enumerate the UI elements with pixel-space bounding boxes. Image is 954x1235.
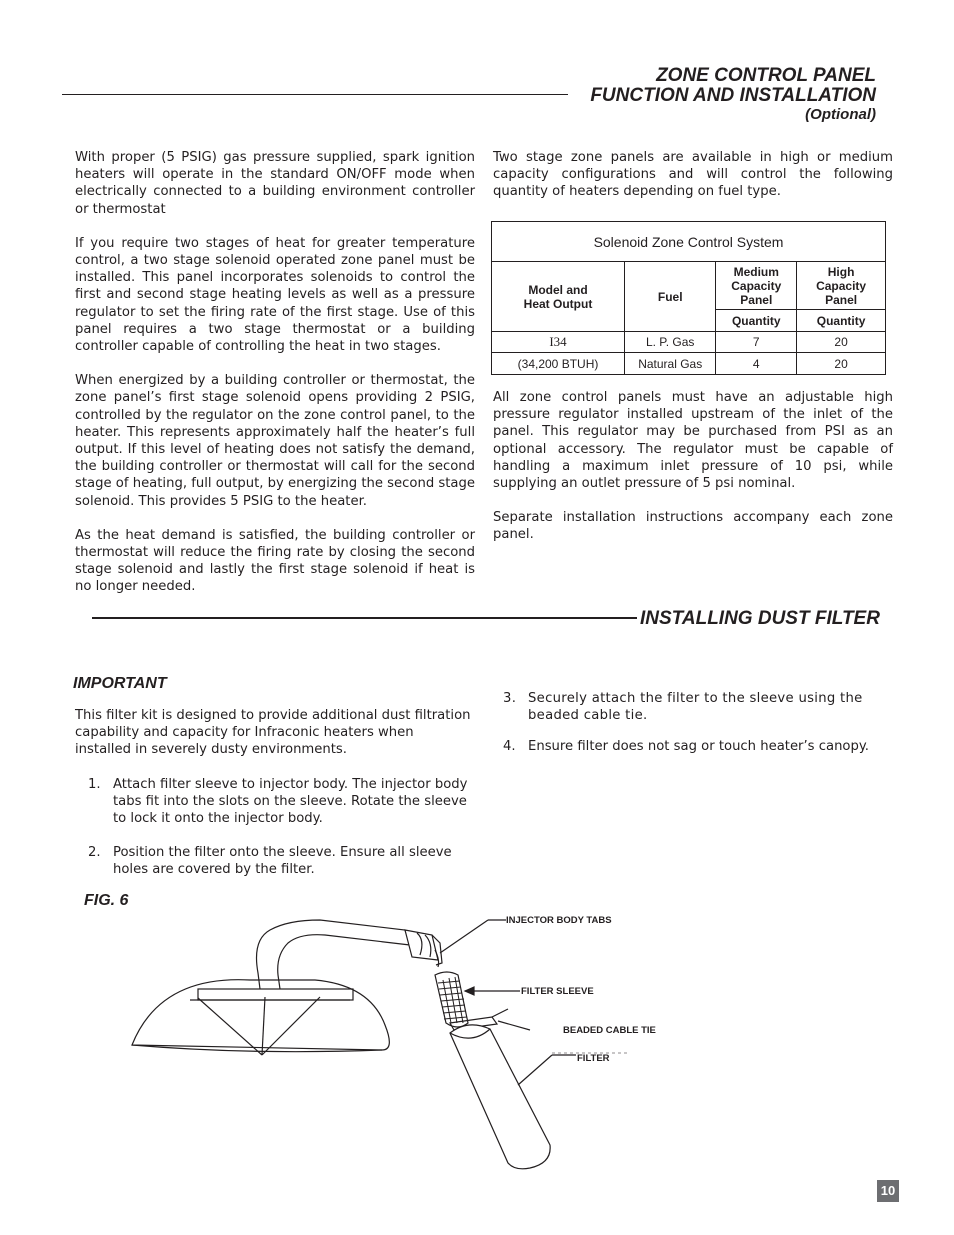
label-beaded-cable-tie: BEADED CABLE TIE — [563, 1025, 656, 1036]
step-text: Securely attach the filter to the sleeve using the beaded cable tie. — [528, 691, 863, 724]
table-title: Solenoid Zone Control System — [492, 222, 886, 262]
page-number: 10 — [877, 1180, 899, 1202]
table-header-fuel: Fuel — [625, 262, 716, 332]
list-item — [490, 738, 890, 755]
label-injector-body-tabs: INJECTOR BODY TABS — [506, 915, 612, 926]
table-cell-fuel: L. P. Gas — [625, 332, 716, 353]
header-rule — [62, 94, 568, 95]
figure-caption: FIG. 6 — [84, 892, 129, 909]
right-column-body — [493, 389, 893, 544]
section-title-line2: FUNCTION AND INSTALLATION — [590, 85, 876, 106]
label-filter-sleeve: FILTER SLEEVE — [521, 986, 594, 997]
table-subheader-medium: Quantity — [716, 310, 797, 332]
paragraph: If you require two stages of heat for greater temperature control, a two stage solenoid operated zone panel must be installed. This panel incorporates solenoids to control the first and second stage heating levels as well as a pressure regulator to set the firing rate of the first stage. Use of this panel requires a two stage thermostat or a building controller capable of controlling the heat in two stages. — [75, 235, 475, 355]
table-header-high: High Capacity Panel — [797, 262, 886, 310]
right-column-intro — [493, 149, 893, 201]
table-header-model: Model and Heat Output — [492, 262, 625, 332]
list-item — [75, 776, 469, 828]
table-cell-model: (34,200 BTUH) — [492, 353, 625, 375]
table-cell-model: I34 — [492, 332, 625, 353]
step-text: Position the filter onto the sleeve. Ensure all sleeve holes are covered by the filter. — [113, 845, 452, 878]
dust-filter-left — [75, 707, 473, 879]
table-cell-medium: 4 — [716, 353, 797, 375]
section-title-line1: ZONE CONTROL PANEL — [656, 65, 876, 86]
list-item — [75, 844, 469, 878]
step-number: 2. — [88, 845, 101, 861]
paragraph: All zone control panels must have an adjustable high pressure regulator installed upstream of the inlet of the panel. This regulator may be purchased from PSI as an optional accessory. The regulator must be capable of handling a maximum inlet pressure of 10 psi, while supplying an outlet pressure of 5 psi nominal. — [493, 390, 893, 492]
step-number: 3. — [503, 691, 517, 706]
paragraph: Separate installation instructions accompany each zone panel. — [493, 510, 893, 543]
step-text: Attach filter sleeve to injector body. The injector body tabs fit into the slots on the sleeve. Rotate the sleeve to lock it onto the injector body. — [113, 776, 468, 827]
list-item — [490, 690, 890, 724]
paragraph: Two stage zone panels are available in high or medium capacity configurations and will control the following quantity of heaters depending on fuel type. — [493, 150, 893, 200]
step-number: 1. — [88, 776, 101, 792]
left-column — [75, 149, 475, 596]
step-text: Ensure filter does not sag or touch heater’s canopy. — [528, 739, 869, 755]
steps-left — [75, 776, 469, 879]
section-subtitle: (Optional) — [805, 106, 876, 123]
paragraph: When energized by a building controller or thermostat, the zone panel’s first stage solenoid opens providing 2 PSIG, controlled by the regulator on the zone control panel, to the heater. This represents approximately half the heater’s full output. If this level of heating does not satisfy the demand, the building controller or thermostat will call for the second stage of heating, full output, by energizing the second stage solenoid. This provides 5 PSIG to the heater. — [75, 373, 475, 509]
intro-paragraph: This filter kit is designed to provide additional dust filtration capability and capacity for Infraconic heaters when installed in severely dusty environments. — [75, 708, 471, 758]
table-subheader-high: Quantity — [797, 310, 886, 332]
paragraph: With proper (5 PSIG) gas pressure supplied, spark ignition heaters will operate in the standard ON/OFF mode when electrically connected to a building environment controller or thermostat — [75, 150, 475, 217]
table-cell-high: 20 — [797, 353, 886, 375]
table-cell-medium: 7 — [716, 332, 797, 353]
dust-filter-diagram — [120, 905, 680, 1180]
zone-control-table — [491, 221, 886, 375]
dust-filter-heading: INSTALLING DUST FILTER — [640, 608, 880, 629]
table-cell-fuel: Natural Gas — [625, 353, 716, 375]
steps-right — [490, 690, 890, 756]
dust-filter-right — [490, 690, 890, 756]
table-header-medium: Medium Capacity Panel — [716, 262, 797, 310]
step-number: 4. — [503, 739, 516, 755]
paragraph: As the heat demand is satisfied, the building controller or thermostat will reduce the firing rate by closing the second stage solenoid and lastly the first stage solenoid if heat is no longer needed. — [75, 527, 475, 595]
dust-filter-rule — [92, 617, 637, 619]
label-filter: FILTER — [577, 1053, 610, 1064]
section-title — [560, 66, 876, 106]
table-row — [492, 353, 886, 375]
table-row — [492, 332, 886, 353]
important-label: IMPORTANT — [73, 675, 167, 692]
table-cell-high: 20 — [797, 332, 886, 353]
